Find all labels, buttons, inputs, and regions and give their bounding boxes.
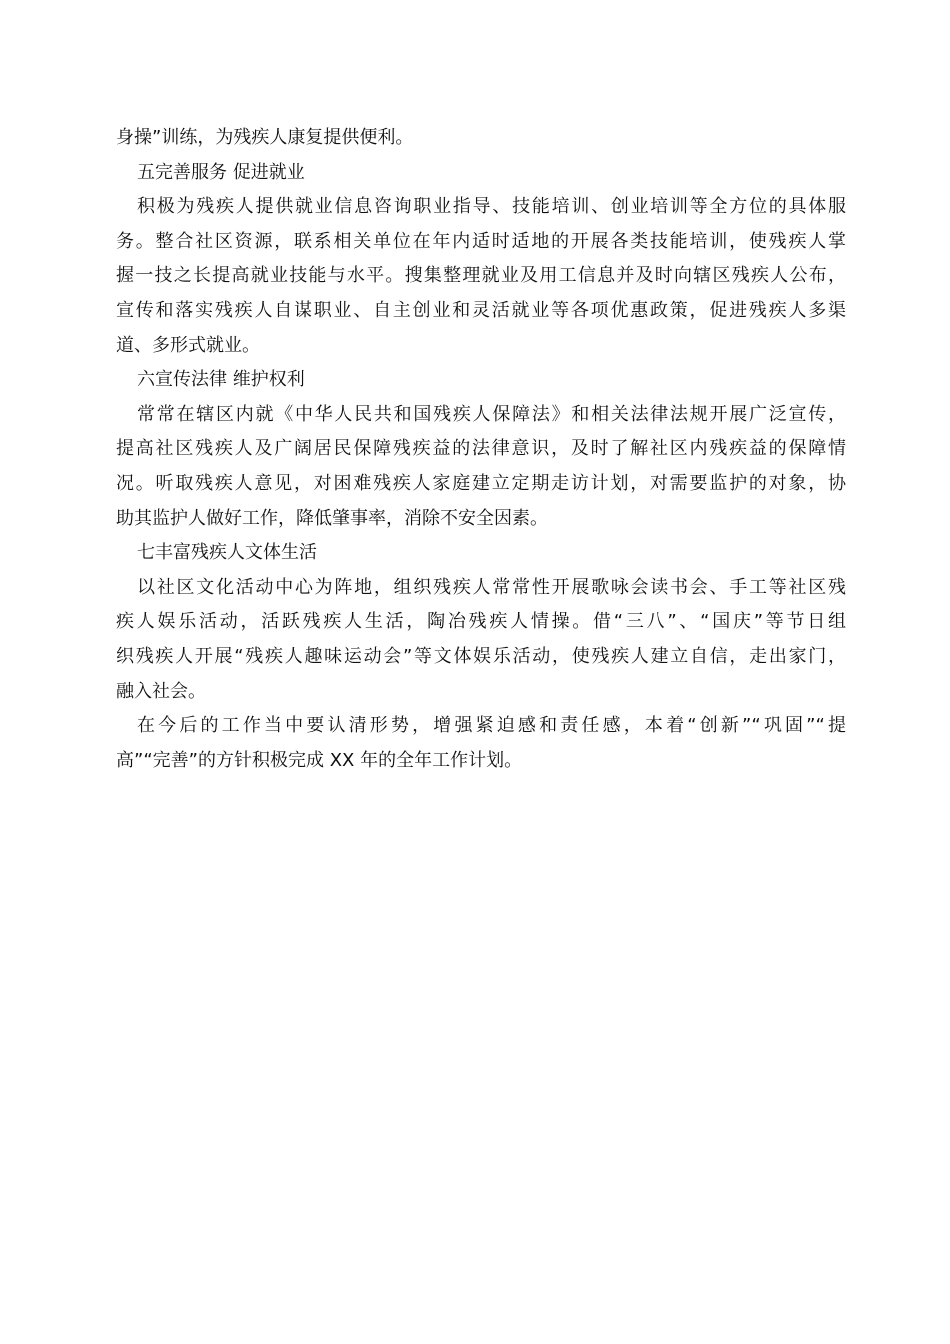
text-line: 道、多形式就业。: [116, 334, 260, 356]
text-line: 融入社会。: [116, 680, 206, 702]
text-line: 助其监护人做好工作，降低肇事率，消除不安全因素。: [116, 507, 548, 529]
text-line: 高”“完善”的方针积极完成 XX 年的全年工作计划。: [116, 749, 523, 771]
text-line: 在今后的工作当中要认清形势，增强紧迫感和责任感，本着“创新”“巩固”“提: [137, 715, 846, 737]
section-heading: 五完善服务 促进就业: [137, 161, 305, 183]
text-line: 积极为残疾人提供就业信息咨询职业指导、技能培训、创业培训等全方位的具体服: [137, 196, 846, 218]
text-line: 身操”训练，为残疾人康复提供便利。: [116, 127, 414, 148]
text-line: 务。整合社区资源，联系相关单位在年内适时适地的开展各类技能培训，使残疾人掌: [116, 230, 846, 252]
text-line: 况。听取残疾人意见，对困难残疾人家庭建立定期走访计划，对需要监护的对象，协: [116, 472, 846, 494]
text-line: 握一技之长提高就业技能与水平。搜集整理就业及用工信息并及时向辖区残疾人公布，: [116, 265, 846, 287]
text-line: 以社区文化活动中心为阵地，组织残疾人常常性开展歌咏会读书会、手工等社区残: [137, 576, 846, 598]
section-heading: 六宣传法律 维护权利: [137, 369, 305, 391]
text-line: 常常在辖区内就《中华人民共和国残疾人保障法》和相关法律法规开展广泛宣传，: [137, 403, 846, 425]
text-line: 织残疾人开展“残疾人趣味运动会”等文体娱乐活动，使残疾人建立自信，走出家门，: [116, 645, 846, 667]
text-line: 提高社区残疾人及广阔居民保障残疾益的法律意识，及时了解社区内残疾益的保障情: [116, 438, 846, 460]
section-heading: 七丰富残疾人文体生活: [137, 542, 317, 564]
text-line: 疾人娱乐活动，活跃残疾人生活，陶冶残疾人情操。借“三八”、“国庆”等节日组: [116, 611, 846, 633]
document-body: [116, 121, 846, 778]
text-line: 宣传和落实残疾人自谋职业、自主创业和灵活就业等各项优惠政策，促进残疾人多渠: [116, 299, 846, 321]
